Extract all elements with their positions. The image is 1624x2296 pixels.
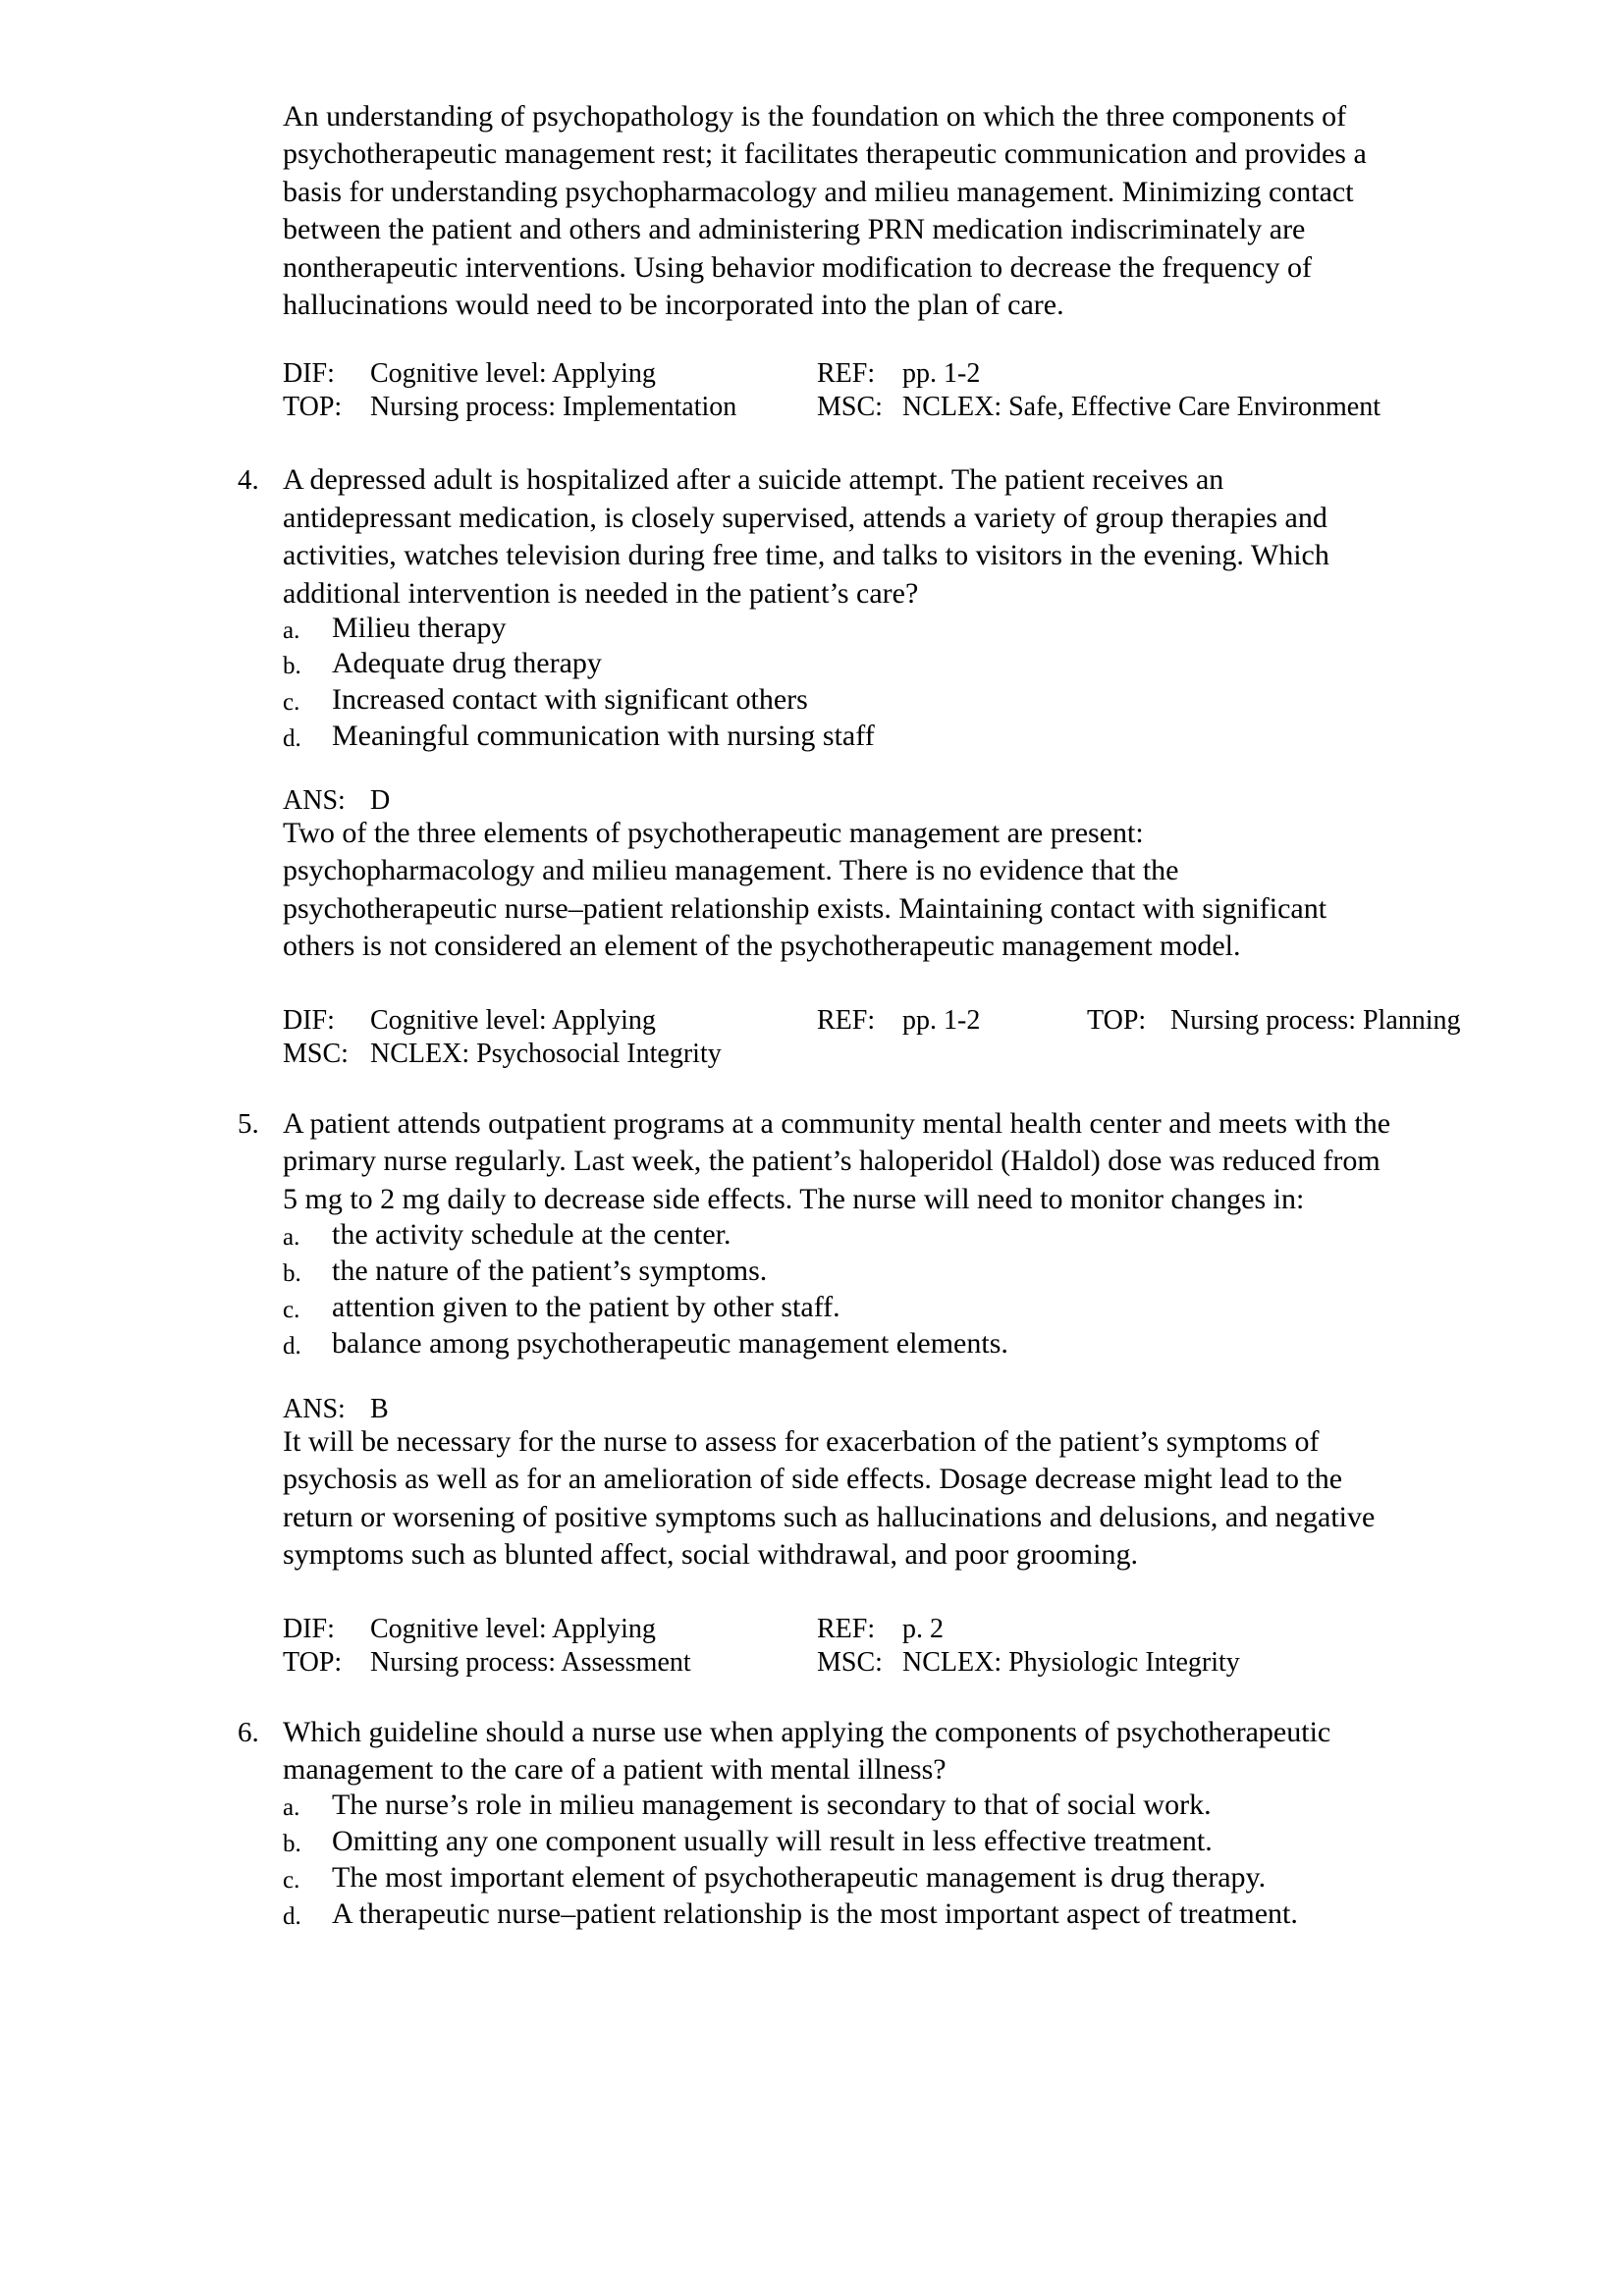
question-stem-line: management to the care of a patient with mental illness? bbox=[283, 1753, 947, 1786]
msc-label: MSC: bbox=[283, 1039, 349, 1069]
dif-value: Cognitive level: Applying bbox=[370, 1005, 656, 1036]
option-text: Meaningful communication with nursing staff bbox=[332, 720, 875, 752]
rationale-line: psychotherapeutic management rest; it facilitates therapeutic communication and provides a bbox=[283, 137, 1367, 170]
option-text: the activity schedule at the center. bbox=[332, 1218, 731, 1251]
rationale-line: psychopharmacology and milieu management. There is no evidence that the bbox=[283, 854, 1179, 886]
question-stem-line: additional intervention is needed in the patient’s care? bbox=[283, 577, 919, 610]
rationale-line: psychosis as well as for an amelioration of side effects. Dosage decrease might lead to the bbox=[283, 1463, 1343, 1495]
dif-label: DIF: bbox=[283, 1614, 335, 1644]
answer-value: D bbox=[370, 785, 391, 816]
option-letter: d. bbox=[283, 1903, 301, 1930]
option-letter: b. bbox=[283, 1831, 301, 1857]
dif-value: Cognitive level: Applying bbox=[370, 358, 656, 389]
option-letter: c. bbox=[283, 1867, 300, 1894]
ref-label: REF: bbox=[817, 1005, 876, 1036]
option-text: Milieu therapy bbox=[332, 612, 507, 644]
top-value: Nursing process: Planning bbox=[1170, 1005, 1461, 1036]
msc-value: NCLEX: Physiologic Integrity bbox=[902, 1647, 1240, 1678]
option-letter: b. bbox=[283, 653, 301, 679]
top-value: Nursing process: Implementation bbox=[370, 392, 737, 422]
option-letter: c. bbox=[283, 689, 300, 716]
rationale-line: nontherapeutic interventions. Using behavior modification to decrease the frequency of bbox=[283, 251, 1312, 284]
option-text: balance among psychotherapeutic management elements. bbox=[332, 1327, 1008, 1360]
answer-label: ANS: bbox=[283, 785, 346, 816]
question-stem-line: 5 mg to 2 mg daily to decrease side effects. The nurse will need to monitor changes in: bbox=[283, 1183, 1305, 1215]
question-number: 6. bbox=[238, 1717, 259, 1748]
option-text: Adequate drug therapy bbox=[332, 647, 602, 679]
rationale-line: An understanding of psychopathology is the foundation on which the three components of bbox=[283, 100, 1347, 133]
question-number: 4. bbox=[238, 464, 259, 496]
option-letter: a. bbox=[283, 1794, 300, 1821]
question-stem-line: primary nurse regularly. Last week, the patient’s haloperidol (Haldol) dose was reduced from bbox=[283, 1145, 1380, 1177]
option-text: the nature of the patient’s symptoms. bbox=[332, 1255, 768, 1287]
top-label: TOP: bbox=[283, 392, 343, 422]
option-text: The nurse’s role in milieu management is secondary to that of social work. bbox=[332, 1789, 1212, 1821]
answer-label: ANS: bbox=[283, 1394, 346, 1424]
rationale-line: others is not considered an element of the psychotherapeutic management model. bbox=[283, 930, 1241, 962]
rationale-line: return or worsening of positive symptoms such as hallucinations and delusions, and negative bbox=[283, 1501, 1376, 1533]
ref-value: pp. 1-2 bbox=[902, 1005, 981, 1036]
option-letter: b. bbox=[283, 1260, 301, 1287]
dif-label: DIF: bbox=[283, 358, 335, 389]
rationale-line: hallucinations would need to be incorporated into the plan of care. bbox=[283, 289, 1064, 321]
question-stem-line: antidepressant medication, is closely supervised, attends a variety of group therapies and bbox=[283, 502, 1327, 534]
option-letter: a. bbox=[283, 1224, 300, 1251]
rationale-line: basis for understanding psychopharmacology and milieu management. Minimizing contact bbox=[283, 176, 1354, 208]
option-text: attention given to the patient by other staff. bbox=[332, 1291, 840, 1323]
question-number: 5. bbox=[238, 1108, 259, 1140]
question-stem-line: Which guideline should a nurse use when applying the components of psychotherapeutic bbox=[283, 1716, 1331, 1748]
option-text: Increased contact with significant others bbox=[332, 683, 808, 716]
msc-label: MSC: bbox=[817, 392, 883, 422]
rationale-line: between the patient and others and administering PRN medication indiscriminately are bbox=[283, 213, 1306, 245]
option-text: The most important element of psychotherapeutic management is drug therapy. bbox=[332, 1861, 1267, 1894]
ref-label: REF: bbox=[817, 358, 876, 389]
ref-value: pp. 1-2 bbox=[902, 358, 981, 389]
question-stem-line: A depressed adult is hospitalized after a suicide attempt. The patient receives an bbox=[283, 463, 1224, 496]
option-letter: a. bbox=[283, 617, 300, 644]
top-label: TOP: bbox=[1087, 1005, 1147, 1036]
top-value: Nursing process: Assessment bbox=[370, 1647, 691, 1678]
answer-value: B bbox=[370, 1394, 389, 1424]
ref-label: REF: bbox=[817, 1614, 876, 1644]
question-stem-line: A patient attends outpatient programs at a community mental health center and meets with the bbox=[283, 1107, 1391, 1140]
top-label: TOP: bbox=[283, 1647, 343, 1678]
msc-label: MSC: bbox=[817, 1647, 883, 1678]
option-letter: d. bbox=[283, 725, 301, 752]
question-stem-line: activities, watches television during free time, and talks to visitors in the evening. Which bbox=[283, 539, 1329, 571]
ref-value: p. 2 bbox=[902, 1614, 944, 1644]
rationale-line: Two of the three elements of psychotherapeutic management are present: bbox=[283, 817, 1144, 849]
rationale-line: symptoms such as blunted affect, social withdrawal, and poor grooming. bbox=[283, 1538, 1138, 1571]
msc-value: NCLEX: Psychosocial Integrity bbox=[370, 1039, 722, 1069]
option-text: Omitting any one component usually will result in less effective treatment. bbox=[332, 1825, 1213, 1857]
dif-label: DIF: bbox=[283, 1005, 335, 1036]
rationale-line: It will be necessary for the nurse to assess for exacerbation of the patient’s symptoms of bbox=[283, 1425, 1320, 1458]
dif-value: Cognitive level: Applying bbox=[370, 1614, 656, 1644]
option-letter: c. bbox=[283, 1297, 300, 1323]
option-letter: d. bbox=[283, 1333, 301, 1360]
option-text: A therapeutic nurse–patient relationship is the most important aspect of treatment. bbox=[332, 1897, 1298, 1930]
msc-value: NCLEX: Safe, Effective Care Environment bbox=[902, 392, 1380, 422]
rationale-line: psychotherapeutic nurse–patient relationship exists. Maintaining contact with significant bbox=[283, 892, 1327, 925]
